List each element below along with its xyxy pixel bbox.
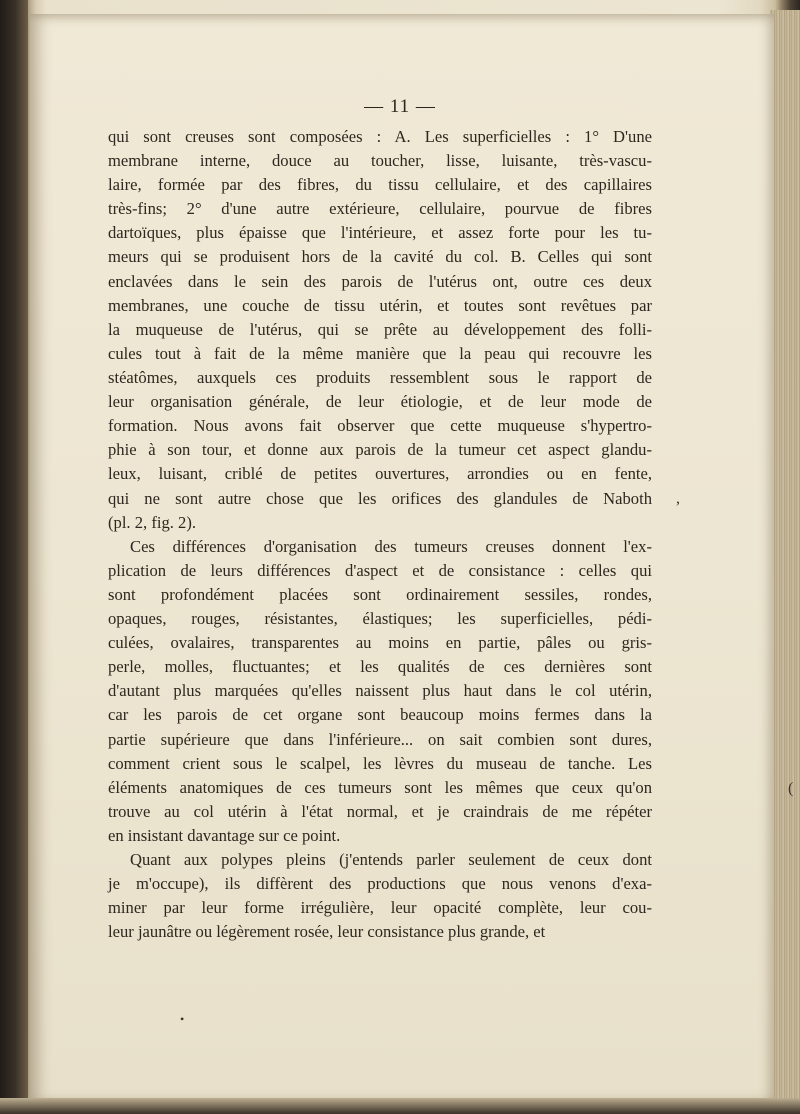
text-line: perle, molles, fluctuantes; et les qualités de ces dernières sont <box>108 657 652 676</box>
text-line: d'autant plus marquées qu'elles naissent plus haut dans le col utérin, <box>108 681 652 700</box>
text-line: qui ne sont autre chose que les orifices des glandules de Naboth <box>108 489 652 508</box>
text-line: laire, formée par des fibres, du tissu cellulaire, et des capillaires <box>108 175 652 194</box>
text-line: (pl. 2, fig. 2). <box>108 513 197 532</box>
margin-speck: , <box>676 490 680 507</box>
ink-speck: • <box>180 1012 185 1026</box>
text-line: qui sont creuses sont composées : A. Les superficielles : 1° D'une <box>108 127 652 146</box>
page-edges <box>770 10 800 1110</box>
text-line: leur jaunâtre ou légèrement rosée, leur consistance plus grande, et <box>108 922 546 941</box>
text-line: leur organisation générale, de leur étiologie, et de leur mode de <box>108 392 652 411</box>
text-line: miner par leur forme irrégulière, leur opacité complète, leur cou- <box>108 898 652 917</box>
text-line: membranes, une couche de tissu utérin, et toutes sont revêtues par <box>108 296 652 315</box>
text-line: comment crient sous le scalpel, les lèvres du museau de tanche. Les <box>108 754 652 773</box>
text-line: stéatômes, auxquels ces produits ressemblent sous le rapport de <box>108 368 652 387</box>
text-line: car les parois de cet organe sont beaucoup moins fermes dans la <box>108 705 652 724</box>
text-line: opaques, rouges, résistantes, élastiques; les superficielles, pédi- <box>108 609 652 628</box>
text-line: formation. Nous avons fait observer que cette muqueuse s'hypertro- <box>108 416 652 435</box>
text-line: trouve au col utérin à l'état normal, et je craindrais de me répéter <box>108 802 652 821</box>
page-number: — 11 — <box>364 96 436 117</box>
text-line: phie à son tour, et donne aux parois de la tumeur cet aspect glandu- <box>108 440 652 459</box>
text-line: leux, luisant, criblé de petites ouvertures, arrondies ou en fente, <box>108 464 652 483</box>
text-line: en insistant davantage sur ce point. <box>108 826 341 845</box>
margin-mark: ( <box>788 780 794 797</box>
text-line: plication de leurs différences d'aspect et de consistance : celles qui <box>108 561 652 580</box>
text-line: culées, ovalaires, transparentes au moins en partie, pâles ou gris- <box>108 633 652 652</box>
text-line: enclavées dans le sein des parois de l'utérus ont, outre ces deux <box>108 272 652 291</box>
bottom-edge <box>0 1098 800 1114</box>
text-line: très-fins; 2° d'une autre extérieure, cellulaire, pourvue de fibres <box>108 199 652 218</box>
text-line: dartoïques, plus épaisse que l'intérieure, et assez forte pour les tu- <box>108 223 652 242</box>
text-line: la muqueuse de l'utérus, qui se prête au développement des folli- <box>108 320 652 339</box>
text-line: je m'occupe), ils diffèrent des productions que nous venons d'exa- <box>108 874 652 893</box>
text-line: meurs qui se produisent hors de la cavité du col. B. Celles qui sont <box>108 247 652 266</box>
book-spine <box>0 0 28 1114</box>
text-line: partie supérieure que dans l'inférieure... on sait combien sont dures, <box>108 730 652 749</box>
text-line: membrane interne, douce au toucher, lisse, luisante, très-vascu- <box>108 151 652 170</box>
text-line: Ces différences d'organisation des tumeurs creuses donnent l'ex- <box>130 537 652 556</box>
text-line: cules tout à fait de la même manière que la peau qui recouvre les <box>108 344 652 363</box>
text-line: sont profondément placées sont ordinairement sessiles, rondes, <box>108 585 652 604</box>
text-line: éléments anatomiques de ces tumeurs sont les mêmes que ceux qu'on <box>108 778 652 797</box>
text-line: Quant aux polypes pleins (j'entends parler seulement de ceux dont <box>130 850 652 869</box>
